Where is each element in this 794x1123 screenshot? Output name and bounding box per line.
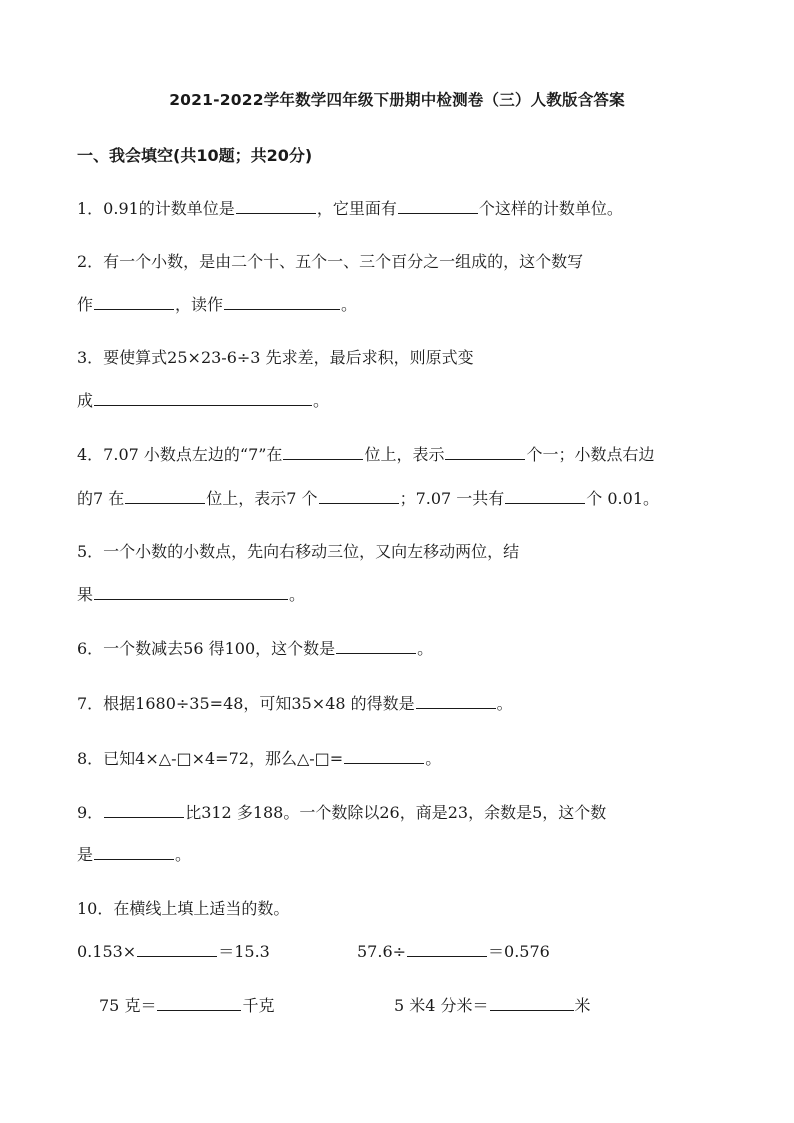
answer-blank[interactable] — [94, 583, 288, 600]
question-1: 1．0.91的计数单位是 ，它里面有 个这样的计数单位。 — [77, 199, 623, 218]
question-2: 2．有一个小数，是由二个十、五个一、三个百分之一组成的，这个数写 — [77, 252, 584, 271]
question-7: 7．根据1680÷35=48，可知35×48 的得数是 。 — [77, 694, 513, 713]
question-3: 3．要使算式25×23-6÷3 先求差，最后求积，则原式变 — [77, 348, 474, 367]
question-4: 4．7.07 小数点左边的“7”在 位上，表示 个一；小数点右边 — [77, 445, 655, 464]
answer-blank[interactable] — [407, 940, 487, 957]
answer-blank[interactable] — [104, 801, 184, 818]
answer-blank[interactable] — [505, 487, 585, 504]
answer-blank[interactable] — [398, 197, 478, 214]
answer-blank[interactable] — [344, 747, 424, 764]
question-5: 5．一个小数的小数点，先向右移动三位，又向左移动两位，结 — [77, 542, 520, 561]
question-5-line-2: 果 。 — [77, 585, 306, 604]
question-9: 9． 比312 多188。一个数除以26，商是23，余数是5，这个数 — [77, 803, 607, 822]
answer-blank[interactable] — [236, 197, 316, 214]
answer-blank[interactable] — [94, 293, 174, 310]
answer-blank[interactable] — [416, 692, 496, 709]
answer-blank[interactable] — [94, 389, 312, 406]
answer-blank[interactable] — [224, 293, 340, 310]
answer-blank[interactable] — [137, 940, 217, 957]
section-heading: 一、我会填空(共10题；共20分) — [77, 146, 313, 165]
question-6: 6．一个数减去56 得100，这个数是 。 — [77, 639, 434, 658]
question-10-item-4: 5 米4 分米＝ 米 — [394, 996, 591, 1015]
page-title: 2021-2022学年数学四年级下册期中检测卷（三）人教版含答案 — [169, 91, 625, 109]
question-10-item-1: 0.153× ＝15.3 — [77, 942, 270, 961]
answer-blank[interactable] — [157, 994, 241, 1011]
answer-blank[interactable] — [490, 994, 574, 1011]
question-3-line-2: 成 。 — [77, 391, 330, 410]
question-8: 8．已知4×△-□×4=72，那么△-□= 。 — [77, 749, 442, 768]
answer-blank[interactable] — [445, 443, 525, 460]
question-2-line-2: 作 ，读作 。 — [77, 295, 358, 314]
answer-blank[interactable] — [319, 487, 399, 504]
answer-blank[interactable] — [336, 637, 416, 654]
question-10: 10．在横线上填上适当的数。 — [77, 899, 290, 918]
answer-blank[interactable] — [283, 443, 363, 460]
answer-blank[interactable] — [125, 487, 205, 504]
answer-blank[interactable] — [94, 843, 174, 860]
question-4-line-2: 的7 在 位上，表示7 个 ；7.07 一共有 个 0.01。 — [77, 489, 659, 508]
question-9-line-2: 是 。 — [77, 845, 192, 864]
question-10-item-2: 57.6÷ ＝0.576 — [357, 942, 550, 961]
question-10-item-3: 75 克＝ 千克 — [99, 996, 275, 1015]
